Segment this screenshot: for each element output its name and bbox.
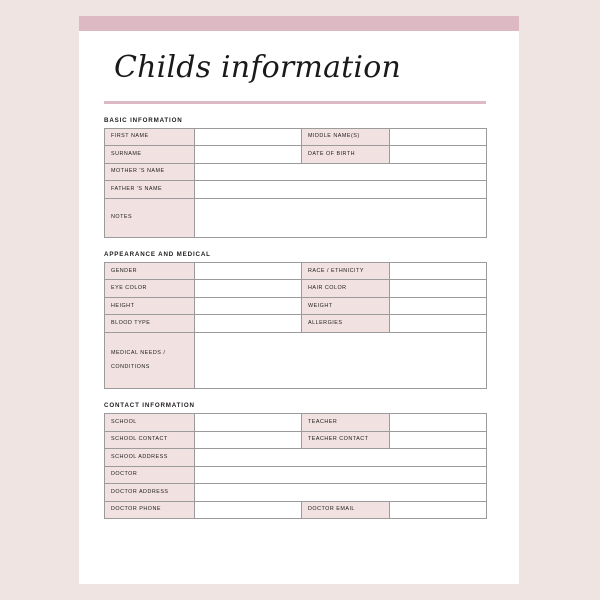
field-label-surname: SURNAME: [105, 146, 195, 164]
field-label-school-contact: SCHOOL CONTACT: [105, 431, 195, 449]
table-row: [105, 128, 487, 146]
table-row: [105, 198, 487, 237]
page-title: Childs information: [114, 50, 401, 85]
field-label-school-address: SCHOOL ADDRESS: [105, 449, 195, 467]
field-value-teacher[interactable]: [390, 414, 487, 432]
field-value-middle-names[interactable]: [390, 128, 487, 146]
field-label-race-ethnicity: RACE / ETHNICITY: [302, 262, 390, 280]
title-divider: [104, 101, 486, 104]
field-value-race-ethnicity[interactable]: [390, 262, 487, 280]
table-row: [105, 484, 487, 502]
field-label-school: SCHOOL: [105, 414, 195, 432]
section-appearance-and-medical: [104, 252, 486, 389]
field-value-first-name[interactable]: [195, 128, 302, 146]
field-label-blood-type: BLOOD TYPE: [105, 315, 195, 333]
field-value-mothers-name[interactable]: [195, 163, 487, 181]
field-value-height[interactable]: [195, 297, 302, 315]
section-contact-information: [104, 403, 486, 519]
printable-sheet: [79, 16, 519, 584]
table-row: [105, 181, 487, 199]
table-appearance-and-medical: [104, 262, 487, 389]
table-row: [105, 466, 487, 484]
section-heading-appearance-and-medical: APPEARANCE AND MEDICAL: [104, 250, 211, 258]
field-label-eye-color: EYE COLOR: [105, 280, 195, 298]
field-label-middle-names: MIDDLE NAME(S): [302, 128, 390, 146]
field-label-allergies: ALLERGIES: [302, 315, 390, 333]
field-label-notes: NOTES: [105, 198, 195, 237]
field-value-fathers-name[interactable]: [195, 181, 487, 199]
table-row: [105, 449, 487, 467]
field-label-doctor-address: DOCTOR ADDRESS: [105, 484, 195, 502]
field-label-hair-color: HAIR COLOR: [302, 280, 390, 298]
field-value-school[interactable]: [195, 414, 302, 432]
field-label-doctor: DOCTOR: [105, 466, 195, 484]
section-heading-contact-information: CONTACT INFORMATION: [104, 401, 195, 409]
field-label-medical-needs-line-2: CONDITIONS: [111, 363, 150, 370]
table-row: [105, 262, 487, 280]
field-label-medical-needs-line-1: MEDICAL NEEDS /: [111, 349, 166, 356]
header-accent-band: [79, 16, 519, 31]
table-row: [105, 163, 487, 181]
field-label-weight: WEIGHT: [302, 297, 390, 315]
field-label-doctor-phone: DOCTOR PHONE: [105, 501, 195, 519]
field-label-teacher: TEACHER: [302, 414, 390, 432]
field-value-weight[interactable]: [390, 297, 487, 315]
field-value-doctor[interactable]: [195, 466, 487, 484]
field-value-teacher-contact[interactable]: [390, 431, 487, 449]
field-value-doctor-address[interactable]: [195, 484, 487, 502]
table-row: [105, 431, 487, 449]
table-row: [105, 332, 487, 388]
field-value-eye-color[interactable]: [195, 280, 302, 298]
field-label-gender: GENDER: [105, 262, 195, 280]
sheet-bottom-margin: [104, 519, 486, 529]
field-label-date-of-birth: DATE OF BIRTH: [302, 146, 390, 164]
field-label-first-name: FIRST NAME: [105, 128, 195, 146]
field-value-gender[interactable]: [195, 262, 302, 280]
table-row: [105, 414, 487, 432]
table-contact-information: [104, 413, 487, 519]
field-value-allergies[interactable]: [390, 315, 487, 333]
field-value-school-contact[interactable]: [195, 431, 302, 449]
field-value-notes[interactable]: [195, 198, 487, 237]
sheet-content: [104, 31, 486, 529]
field-value-medical-needs-conditions[interactable]: [195, 332, 487, 388]
field-label-teacher-contact: TEACHER CONTACT: [302, 431, 390, 449]
table-row: [105, 315, 487, 333]
field-label-medical-needs-conditions: [105, 332, 195, 388]
field-value-doctor-phone[interactable]: [195, 501, 302, 519]
table-row: [105, 146, 487, 164]
field-value-date-of-birth[interactable]: [390, 146, 487, 164]
field-value-blood-type[interactable]: [195, 315, 302, 333]
section-basic-information: [104, 118, 486, 238]
field-value-surname[interactable]: [195, 146, 302, 164]
table-row: [105, 501, 487, 519]
field-label-height: HEIGHT: [105, 297, 195, 315]
field-value-doctor-email[interactable]: [390, 501, 487, 519]
field-value-school-address[interactable]: [195, 449, 487, 467]
field-value-hair-color[interactable]: [390, 280, 487, 298]
table-row: [105, 280, 487, 298]
section-heading-basic-information: BASIC INFORMATION: [104, 116, 183, 124]
field-label-fathers-name: FATHER 'S NAME: [105, 181, 195, 199]
table-basic-information: [104, 128, 487, 238]
field-label-mothers-name: MOTHER 'S NAME: [105, 163, 195, 181]
field-label-doctor-email: DOCTOR EMAIL: [302, 501, 390, 519]
table-row: [105, 297, 487, 315]
